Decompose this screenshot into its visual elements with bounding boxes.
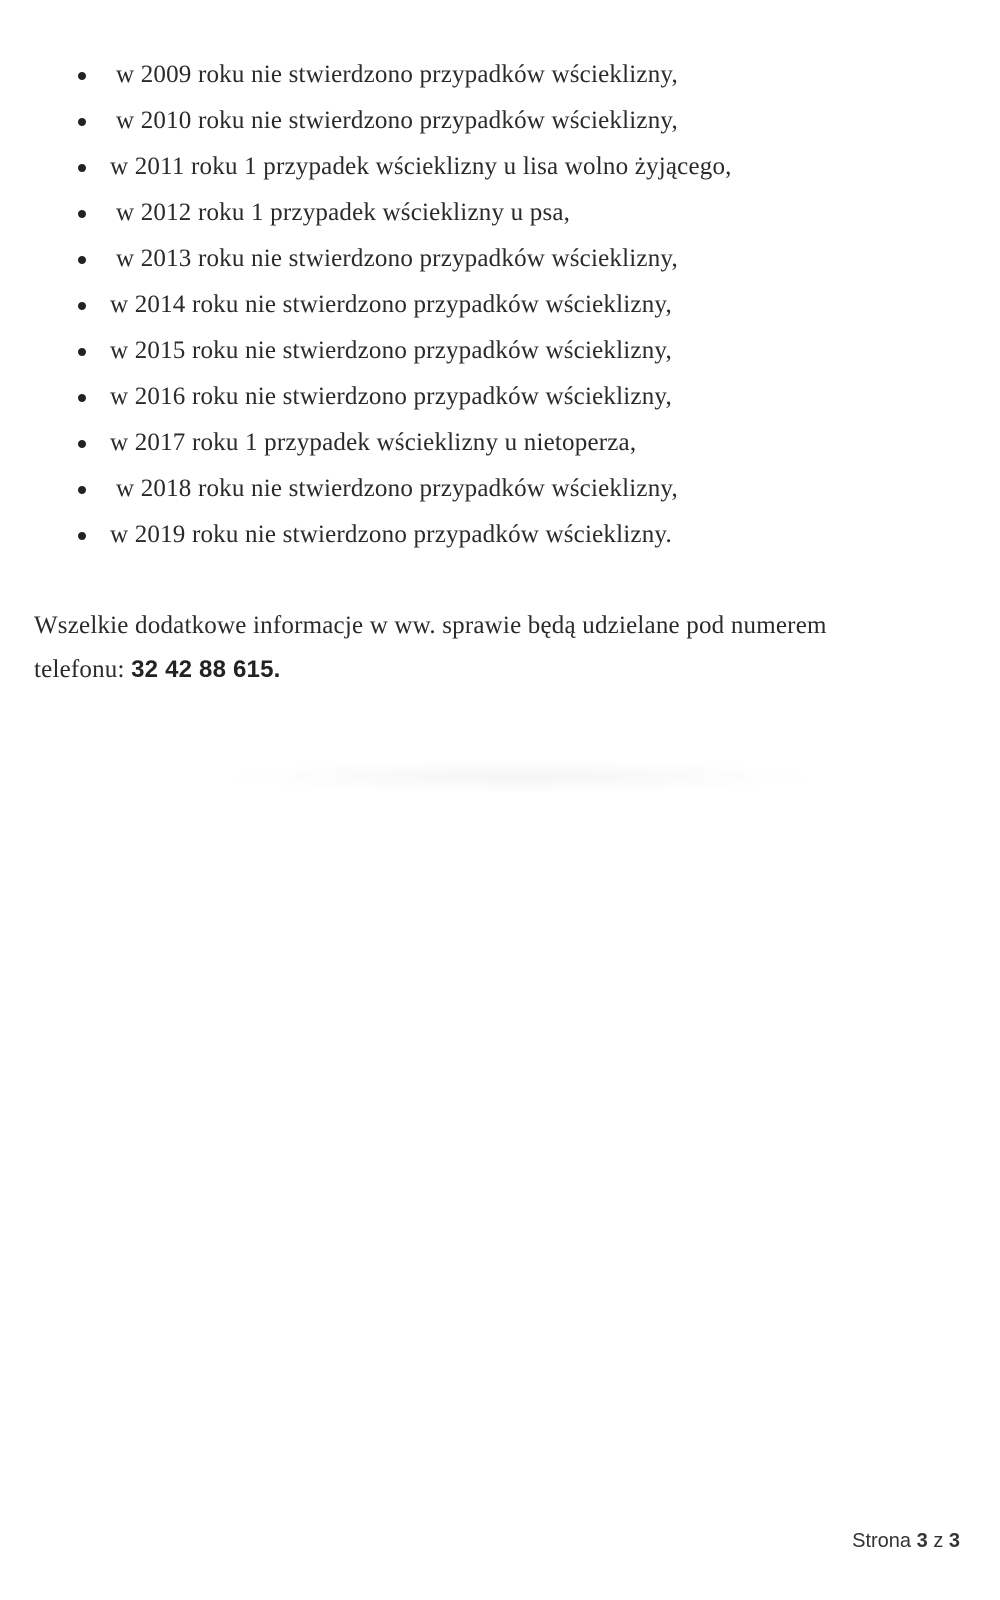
list-item-text: w 2010 roku nie stwierdzono przypadków wścieklizny, — [116, 107, 678, 134]
phone-number: 32 42 88 615. — [131, 656, 281, 683]
bullet-icon — [78, 72, 86, 80]
page-number-footer — [852, 1530, 960, 1553]
bullet-icon — [78, 164, 86, 172]
footer-separator: z — [933, 1530, 944, 1552]
footer-total: 3 — [948, 1530, 960, 1552]
bullet-icon — [78, 486, 86, 494]
bullet-icon — [78, 302, 86, 310]
list-item-text: w 2009 roku nie stwierdzono przypadków wścieklizny, — [116, 61, 678, 88]
contact-info-line-2 — [34, 648, 984, 692]
list-item-text: w 2013 roku nie stwierdzono przypadków wścieklizny, — [116, 245, 678, 272]
bullet-icon — [78, 348, 86, 356]
footer-page: 3 — [916, 1530, 928, 1552]
footer-label: Strona — [852, 1530, 912, 1552]
phone-label: telefonu: — [34, 656, 132, 683]
contact-info-paragraph — [34, 604, 984, 692]
bullet-icon — [78, 118, 86, 126]
scan-artifact — [220, 760, 820, 794]
list-item-text: w 2016 roku nie stwierdzono przypadków wścieklizny, — [110, 383, 672, 410]
list-item-text: w 2017 roku 1 przypadek wścieklizny u nietoperza, — [110, 429, 637, 456]
bullet-icon — [78, 256, 86, 264]
bullet-icon — [78, 210, 86, 218]
list-item-text: w 2011 roku 1 przypadek wścieklizny u lisa wolno żyjącego, — [110, 153, 732, 180]
contact-info-line-1: Wszelkie dodatkowe informacje w ww. sprawie będą udzielane pod numerem — [34, 612, 827, 639]
list-item-text: w 2015 roku nie stwierdzono przypadków wścieklizny, — [110, 337, 672, 364]
bullet-icon — [78, 394, 86, 402]
bullet-icon — [78, 532, 86, 540]
bullet-icon — [78, 440, 86, 448]
list-item-text: w 2019 roku nie stwierdzono przypadków wścieklizny. — [110, 521, 672, 548]
list-item-text: w 2018 roku nie stwierdzono przypadków wścieklizny, — [116, 475, 678, 502]
list-item-text: w 2014 roku nie stwierdzono przypadków wścieklizny, — [110, 291, 672, 318]
list-item-text: w 2012 roku 1 przypadek wścieklizny u psa, — [116, 199, 571, 226]
